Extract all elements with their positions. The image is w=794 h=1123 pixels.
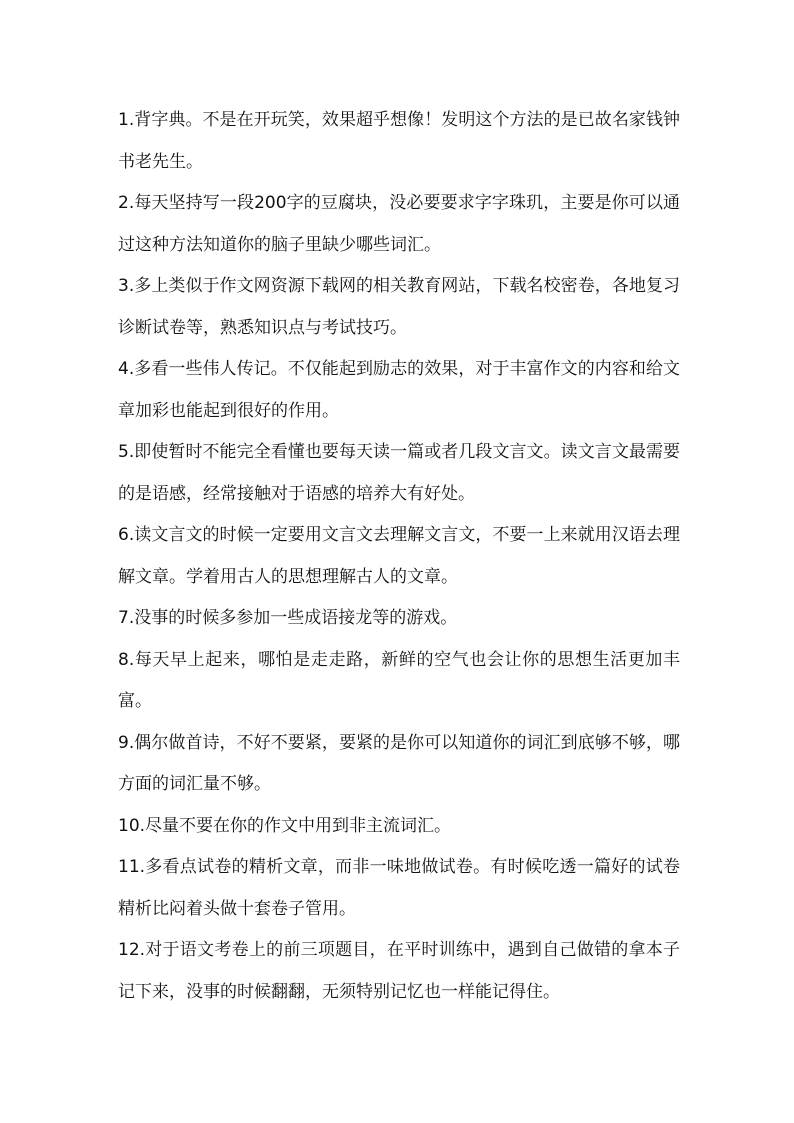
list-item-5: 5.即使暂时不能完全看懂也要每天读一篇或者几段文言文。读文言文最需要的是语感，经常接触对于语感的培养大有好处。 [118, 442, 680, 504]
list-item-8: 8.每天早上起来，哪怕是走走路，新鲜的空气也会让你的思想生活更加丰富。 [118, 649, 680, 711]
list-item-6: 6.读文言文的时候一定要用文言文去理解文言文，不要一上来就用汉语去理解文章。学着用古人的思想理解古人的文章。 [118, 525, 680, 587]
list-item-2: 2.每天坚持写一段200字的豆腐块，没必要要求字字珠玑，主要是你可以通过这种方法知道你的脑子里缺少哪些词汇。 [118, 193, 680, 255]
list-item-9: 9.偶尔做首诗，不好不要紧，要紧的是你可以知道你的词汇到底够不够，哪方面的词汇量不够。 [118, 732, 680, 794]
list-item-10: 10.尽量不要在你的作文中用到非主流词汇。 [118, 815, 452, 836]
list-item-4: 4.多看一些伟人传记。不仅能起到励志的效果，对于丰富作文的内容和给文章加彩也能起到很好的作用。 [118, 359, 680, 421]
list-item-12: 12.对于语文考卷上的前三项题目，在平时训练中，遇到自己做错的拿本子记下来，没事的时候翻翻，无须特别记忆也一样能记得住。 [118, 940, 680, 1002]
document-content [118, 100, 680, 1013]
list-item-3: 3.多上类似于作文网资源下载网的相关教育网站，下载名校密卷，各地复习诊断试卷等，熟悉知识点与考试技巧。 [118, 276, 680, 338]
list-item-7: 7.没事的时候多参加一些成语接龙等的游戏。 [118, 608, 458, 628]
list-item-1: 1.背字典。不是在开玩笑，效果超乎想像！发明这个方法的是已故名家钱钟书老先生。 [118, 110, 680, 172]
list-item-11: 11.多看点试卷的精析文章，而非一味地做试卷。有时候吃透一篇好的试卷精析比闷着头做十套卷子管用。 [118, 857, 680, 919]
